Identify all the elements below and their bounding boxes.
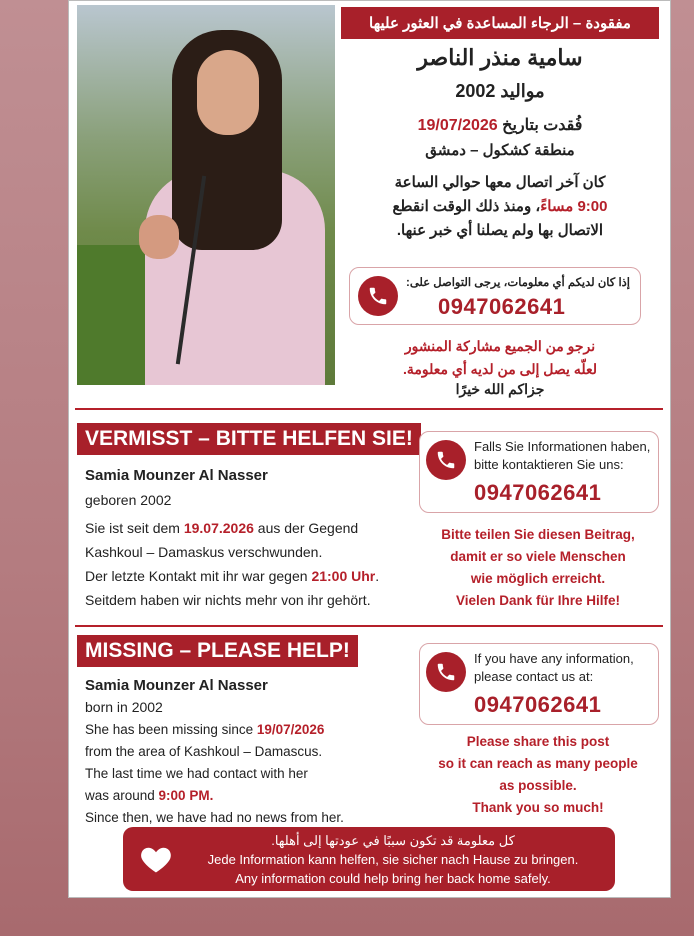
german-share2: damit er so viele Menschen bbox=[450, 549, 626, 564]
phone-icon bbox=[426, 440, 466, 480]
english-contact-box bbox=[419, 643, 659, 725]
heart-icon bbox=[137, 841, 175, 877]
english-line3: The last time we had contact with her bbox=[85, 766, 308, 781]
arabic-banner: مفقودة – الرجاء المساعدة في العثور عليها bbox=[341, 7, 659, 39]
german-title: VERMISST – BITTE HELFEN SIE! bbox=[77, 423, 421, 455]
english-contact-line1: If you have any information, bbox=[474, 651, 634, 666]
arabic-para-line1: كان آخر اتصال معها حوالي الساعة bbox=[394, 174, 606, 191]
arabic-para-time: 9:00 مساءً bbox=[540, 198, 608, 215]
english-share2: so it can reach as many people bbox=[438, 756, 638, 771]
german-details bbox=[85, 516, 415, 612]
english-title: MISSING – PLEASE HELP! bbox=[77, 635, 358, 667]
german-contact-line2: bitte kontaktieren Sie uns: bbox=[474, 457, 624, 472]
arabic-area: منطقة كشكول – دمشق bbox=[425, 142, 575, 159]
german-line4: Seitdem haben wir nichts mehr von ihr gehört. bbox=[85, 592, 371, 608]
english-share1: Please share this post bbox=[466, 734, 610, 749]
english-line4: was around 9:00 PM. bbox=[85, 788, 214, 803]
phone-icon bbox=[358, 276, 398, 316]
arabic-para-line3: الاتصال بها ولم يصلنا أي خبر عنها. bbox=[396, 222, 604, 239]
arabic-contact-box bbox=[349, 267, 641, 325]
german-share-text bbox=[419, 524, 657, 612]
german-name: Samia Mounzer Al Nasser bbox=[85, 467, 268, 484]
english-contact-line2: please contact us at: bbox=[474, 669, 594, 684]
arabic-contact-prompt: إذا كان لديكم أي معلومات، يرجى التواصل على: bbox=[405, 277, 630, 289]
missing-person-poster bbox=[68, 0, 671, 898]
english-contact-text bbox=[474, 650, 634, 686]
arabic-para-line2 bbox=[341, 195, 659, 219]
phone-icon bbox=[426, 652, 466, 692]
arabic-born: مواليد 2002 bbox=[455, 81, 545, 101]
footer-german: Jede Information kann helfen, sie sicher nach Hause zu bringen. bbox=[207, 852, 579, 867]
english-share3: as possible. bbox=[499, 778, 577, 793]
arabic-name: سامية منذر الناصر bbox=[417, 45, 583, 70]
english-line2: from the area of Kashkoul – Damascus. bbox=[85, 744, 323, 759]
english-name: Samia Mounzer Al Nasser bbox=[85, 677, 268, 694]
footer-arabic: كل معلومة قد تكون سببًا في عودتها إلى أهلها. bbox=[271, 833, 515, 848]
english-share4: Thank you so much! bbox=[472, 800, 604, 815]
german-contact-line1: Falls Sie Informationen haben, bbox=[474, 439, 651, 454]
arabic-share-text bbox=[341, 335, 659, 381]
arabic-share-line1: نرجو من الجميع مشاركة المنشور bbox=[404, 338, 596, 354]
english-phone-number[interactable]: 0947062641 bbox=[474, 692, 602, 717]
divider bbox=[75, 408, 663, 410]
divider bbox=[75, 625, 663, 627]
german-share1: Bitte teilen Sie diesen Beitrag, bbox=[441, 527, 635, 542]
english-line1: She has been missing since 19/07/2026 bbox=[85, 722, 325, 737]
arabic-para-rest: ، ومنذ ذلك الوقت انقطع bbox=[392, 198, 541, 215]
german-phone-number[interactable]: 0947062641 bbox=[474, 480, 602, 505]
german-line3: Der letzte Kontakt mit ihr war gegen 21:00 Uhr. bbox=[85, 568, 380, 584]
german-line2: Kashkoul – Damaskus verschwunden. bbox=[85, 544, 323, 560]
english-details bbox=[85, 719, 415, 829]
english-born: born in 2002 bbox=[85, 699, 163, 715]
arabic-date-value: 19/07/2026 bbox=[417, 117, 498, 134]
english-share-text bbox=[419, 731, 657, 819]
arabic-missing-prefix: فُقدت بتاريخ bbox=[502, 117, 583, 134]
footer-english: Any information could help bring her back home safely. bbox=[235, 871, 551, 886]
arabic-phone-number[interactable]: 0947062641 bbox=[438, 294, 566, 319]
missing-person-photo bbox=[77, 5, 335, 385]
arabic-thanks: جزاكم الله خيرًا bbox=[455, 381, 545, 397]
footer-banner bbox=[123, 827, 615, 891]
german-share3: wie möglich erreicht. bbox=[470, 571, 606, 586]
english-line5: Since then, we have had no news from her. bbox=[85, 810, 344, 825]
german-line1: Sie ist seit dem 19.07.2026 aus der Gegend bbox=[85, 520, 359, 536]
arabic-paragraph bbox=[341, 171, 659, 243]
german-contact-box bbox=[419, 431, 659, 513]
arabic-share-line2: لعلّه يصل إلى من لديه أي معلومة. bbox=[403, 361, 597, 377]
arabic-missing-date bbox=[341, 115, 659, 135]
german-born: geboren 2002 bbox=[85, 492, 172, 508]
german-share4: Vielen Dank für Ihre Hilfe! bbox=[455, 593, 621, 608]
german-contact-text bbox=[474, 438, 650, 474]
